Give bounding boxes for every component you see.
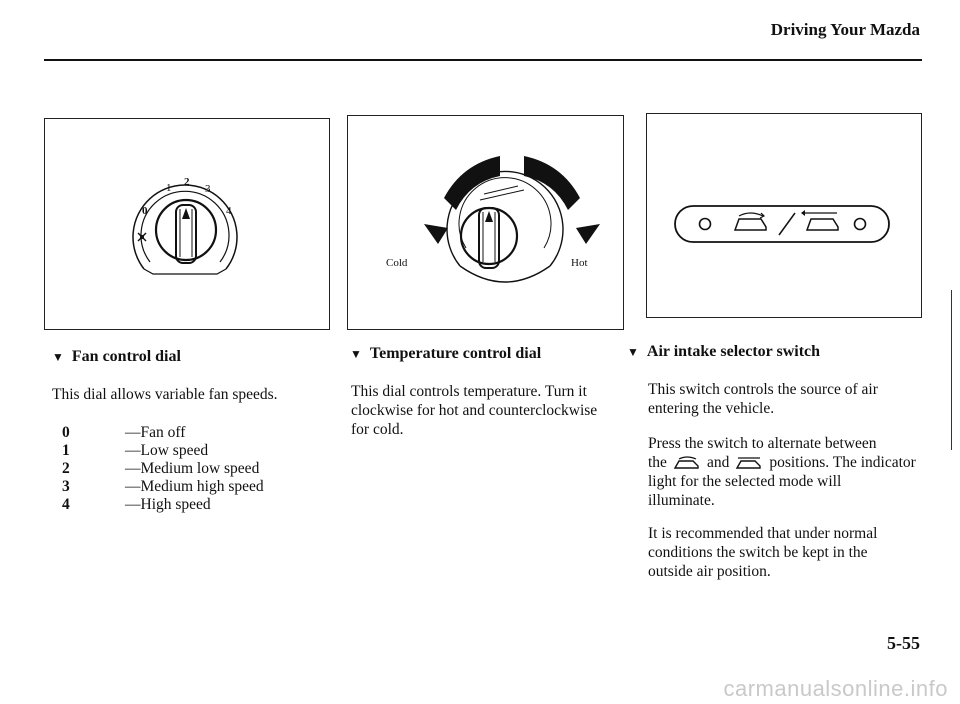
fresh-air-inline-icon (734, 456, 764, 470)
fan-speed-list (62, 424, 264, 514)
air-heading-text: Air intake selector switch (646, 343, 821, 360)
fan-description: This dial allows variable fan speeds. (52, 386, 278, 403)
recirculate-icon (735, 213, 766, 230)
fresh-air-indicator-icon (855, 219, 866, 230)
list-item (62, 460, 264, 478)
list-item (62, 424, 264, 442)
scan-edge-line (951, 290, 952, 450)
fan-tick-4: 4 (226, 205, 232, 217)
speed-label: —High speed (125, 496, 211, 513)
hot-label: Hot (571, 257, 588, 269)
air-section-heading (627, 343, 820, 361)
air-paragraph-line: entering the vehicle. (648, 400, 775, 417)
air-paragraph-line: light for the selected mode will (648, 473, 842, 490)
inline-text: positions. The indicator (769, 454, 916, 471)
speed-number: 2 (62, 460, 70, 477)
fan-section-heading (52, 348, 181, 366)
air-intake-switch-drawing (647, 114, 923, 319)
speed-label: —Medium low speed (125, 460, 260, 477)
fan-tick-1: 1 (166, 182, 172, 194)
air-paragraph-1 (648, 380, 878, 418)
section-marker-icon: ▼ (627, 344, 639, 359)
fan-symbol-icon (138, 233, 146, 241)
speed-number: 0 (62, 424, 70, 441)
fan-dial-illustration (44, 118, 330, 330)
list-item (62, 496, 264, 514)
recirculate-indicator-icon (700, 219, 711, 230)
page-number: 5-55 (887, 633, 920, 653)
speed-label: —Low speed (125, 442, 209, 459)
air-intake-switch-illustration (646, 113, 922, 318)
page-header-title: Driving Your Mazda (770, 20, 920, 39)
temperature-dial-illustration (347, 115, 624, 330)
temperature-description-line: clockwise for hot and counterclockwise (351, 402, 598, 419)
temperature-section-heading (350, 345, 541, 363)
air-paragraph-line: It is recommended that under normal (648, 525, 878, 542)
air-paragraph-line: illuminate. (648, 492, 715, 509)
speed-number: 1 (62, 442, 70, 459)
section-marker-icon: ▼ (350, 346, 362, 361)
air-paragraph-line: Press the switch to alternate between (648, 435, 877, 452)
list-item (62, 442, 264, 460)
cold-label: Cold (386, 257, 408, 269)
fan-heading-text: Fan control dial (71, 348, 181, 365)
air-paragraph-3 (648, 524, 877, 581)
fan-tick-0: 0 (142, 205, 148, 217)
speed-label: —Medium high speed (125, 478, 264, 495)
temperature-heading-text: Temperature control dial (369, 345, 542, 362)
counterclockwise-arrow-icon (424, 224, 448, 244)
temperature-description-line: for cold. (351, 421, 404, 438)
air-paragraph-2 (648, 434, 916, 510)
section-marker-icon: ▼ (52, 349, 64, 364)
temperature-dial-drawing (348, 116, 625, 331)
temperature-description-line: This dial controls temperature. Turn it (351, 383, 587, 400)
inline-text: the (648, 454, 667, 471)
air-paragraph-line: outside air position. (648, 563, 771, 580)
speed-number: 4 (62, 496, 70, 513)
speed-label: —Fan off (125, 424, 186, 441)
watermark-text: carmanualsonline.info (723, 676, 948, 701)
list-item (62, 478, 264, 496)
clockwise-arrow-icon (576, 224, 600, 244)
fresh-air-icon (801, 210, 838, 230)
recirculate-inline-icon (672, 456, 702, 470)
header-rule (44, 59, 922, 61)
inline-text: and (706, 454, 730, 471)
air-paragraph-line: conditions the switch be kept in the (648, 544, 868, 561)
fan-tick-3: 3 (205, 183, 211, 195)
air-paragraph-line (648, 453, 916, 472)
air-paragraph-line: This switch controls the source of air (648, 381, 878, 398)
fan-dial-drawing (45, 119, 331, 331)
fan-tick-2: 2 (184, 176, 190, 188)
temperature-description (351, 382, 597, 439)
speed-number: 3 (62, 478, 70, 495)
